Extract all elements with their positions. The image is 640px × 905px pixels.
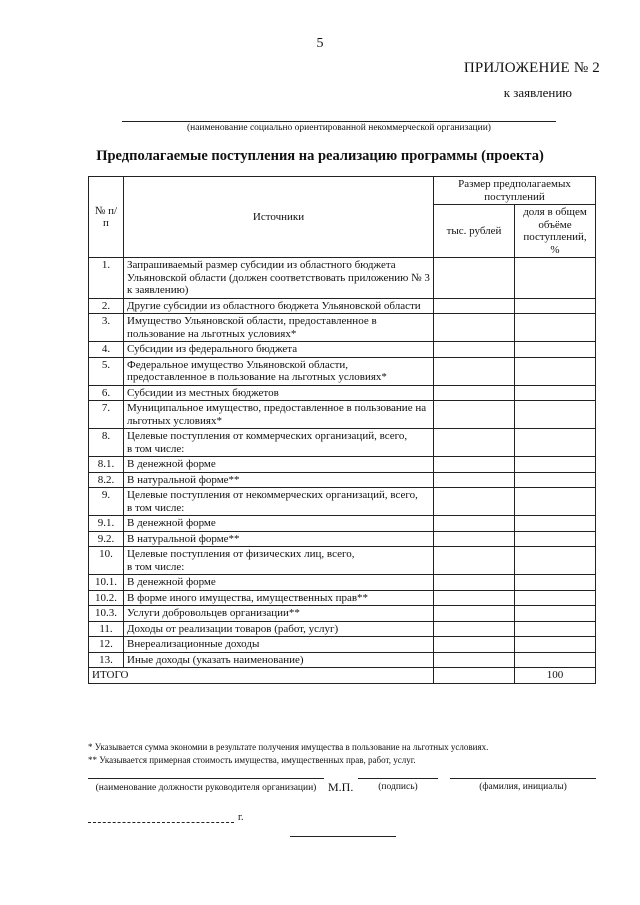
col-header-number: № п/п <box>89 177 124 258</box>
row-thousands-cell[interactable] <box>434 652 515 668</box>
table-row <box>89 606 596 622</box>
table-row <box>89 342 596 358</box>
table-row <box>89 652 596 668</box>
row-thousands-cell[interactable] <box>434 621 515 637</box>
row-source-text: Субсидии из местных бюджетов <box>127 386 279 399</box>
footnote-1: * Указывается сумма экономии в результате получения имущества в пользование на льготных условиях. <box>88 742 489 752</box>
row-source-text: Целевые поступления от физических лиц, всего, <box>127 548 355 560</box>
row-source <box>124 652 434 668</box>
row-share-cell[interactable] <box>515 652 596 668</box>
row-number: 8.1. <box>89 457 124 473</box>
row-share-cell[interactable] <box>515 575 596 591</box>
total-label: ИТОГО <box>89 668 434 684</box>
table-row <box>89 357 596 385</box>
row-share-cell[interactable] <box>515 401 596 429</box>
row-share-cell[interactable] <box>515 429 596 457</box>
row-thousands-cell[interactable] <box>434 429 515 457</box>
row-thousands-cell[interactable] <box>434 258 515 299</box>
row-share-cell[interactable] <box>515 621 596 637</box>
table-row <box>89 547 596 575</box>
row-source <box>124 401 434 429</box>
row-source-text: Услуги добровольцев организации** <box>127 607 300 619</box>
table-row <box>89 258 596 299</box>
row-source <box>124 637 434 653</box>
row-share-cell[interactable] <box>515 314 596 342</box>
row-source <box>124 531 434 547</box>
row-source <box>124 516 434 532</box>
position-caption: (наименование должности руководителя организации) <box>95 783 317 793</box>
income-sources-table <box>88 176 596 684</box>
table-row <box>89 385 596 401</box>
row-number: 13. <box>89 652 124 668</box>
row-number: 11. <box>89 621 124 637</box>
row-thousands-cell[interactable] <box>434 488 515 516</box>
row-source-subtext: в том числе: <box>127 560 185 573</box>
bottom-rule <box>290 836 396 837</box>
row-source <box>124 298 434 314</box>
table-row <box>89 590 596 606</box>
row-number: 3. <box>89 314 124 342</box>
row-number: 2. <box>89 298 124 314</box>
row-source <box>124 342 434 358</box>
position-line <box>88 778 324 779</box>
col-header-share: доля в общем объёме поступлений, % <box>515 205 596 258</box>
row-thousands-cell[interactable] <box>434 590 515 606</box>
row-number: 8.2. <box>89 472 124 488</box>
row-thousands-cell[interactable] <box>434 516 515 532</box>
table-row <box>89 531 596 547</box>
row-number: 9.1. <box>89 516 124 532</box>
row-share-cell[interactable] <box>515 357 596 385</box>
row-number: 12. <box>89 637 124 653</box>
row-source-text: Доходы от реализации товаров (работ, услуг) <box>127 622 339 635</box>
row-source <box>124 575 434 591</box>
col-header-size: Размер предполагаемых поступлений <box>434 177 596 205</box>
name-line <box>450 778 596 779</box>
signature-caption: (подпись) <box>378 782 418 792</box>
row-share-cell[interactable] <box>515 258 596 299</box>
row-number: 10.2. <box>89 590 124 606</box>
row-source-subtext: в том числе: <box>127 442 185 455</box>
row-source-text: В форме иного имущества, имущественных прав** <box>127 591 369 604</box>
row-share-cell[interactable] <box>515 457 596 473</box>
row-number: 10. <box>89 547 124 575</box>
page-number: 5 <box>316 36 324 51</box>
row-source <box>124 357 434 385</box>
name-caption: (фамилия, инициалы) <box>479 782 567 792</box>
table-row <box>89 621 596 637</box>
row-source-text: В денежной форме <box>127 576 216 588</box>
row-source <box>124 590 434 606</box>
table-row <box>89 575 596 591</box>
row-thousands-cell[interactable] <box>434 472 515 488</box>
row-number: 9.2. <box>89 531 124 547</box>
annex-subtitle: к заявлению <box>503 85 572 100</box>
row-share-cell[interactable] <box>515 637 596 653</box>
row-source-text: Субсидии из федерального бюджета <box>127 343 298 355</box>
table-row <box>89 472 596 488</box>
row-thousands-cell[interactable] <box>434 298 515 314</box>
row-share-cell[interactable] <box>515 516 596 532</box>
document-title: Предполагаемые поступления на реализацию программы (проекта) <box>96 148 544 164</box>
footnote-2: ** Указывается примерная стоимость имущества, имущественных прав, работ, услуг. <box>88 755 416 765</box>
table-body <box>89 258 596 668</box>
row-source-text: Запрашиваемый размер субсидии из областного бюджета Ульяновской области (должен соответствовать приложению № 3 к заявлению) <box>127 259 430 296</box>
row-source <box>124 314 434 342</box>
org-name-line <box>122 121 556 122</box>
table-row <box>89 457 596 473</box>
row-source <box>124 457 434 473</box>
row-number: 6. <box>89 385 124 401</box>
row-source-subtext: в том числе: <box>127 501 185 514</box>
row-thousands-cell[interactable] <box>434 342 515 358</box>
row-share-cell[interactable] <box>515 342 596 358</box>
row-share-cell[interactable] <box>515 606 596 622</box>
col-header-thousands: тыс. рублей <box>434 205 515 258</box>
row-number: 10.1. <box>89 575 124 591</box>
col-header-source: Источники <box>124 177 434 258</box>
row-share-cell[interactable] <box>515 531 596 547</box>
row-number: 5. <box>89 357 124 385</box>
row-share-cell[interactable] <box>515 385 596 401</box>
row-number: 8. <box>89 429 124 457</box>
row-number: 1. <box>89 258 124 299</box>
row-number: 7. <box>89 401 124 429</box>
row-number: 9. <box>89 488 124 516</box>
signature-line <box>358 778 438 779</box>
row-source <box>124 547 434 575</box>
row-source <box>124 488 434 516</box>
total-thousands-cell[interactable] <box>434 668 515 684</box>
row-source <box>124 258 434 299</box>
row-source <box>124 606 434 622</box>
row-share-cell[interactable] <box>515 590 596 606</box>
row-source <box>124 472 434 488</box>
row-source-text: В денежной форме <box>127 517 216 529</box>
row-source-text: Имущество Ульяновской области, предоставленное в пользование на льготных условиях* <box>127 315 377 340</box>
row-share-cell[interactable] <box>515 472 596 488</box>
row-thousands-cell[interactable] <box>434 637 515 653</box>
row-source-text: Другие субсидии из областного бюджета Ульяновской области <box>127 299 421 312</box>
row-thousands-cell[interactable] <box>434 314 515 342</box>
row-source-text: В натуральной форме** <box>127 473 240 486</box>
table-row <box>89 488 596 516</box>
row-thousands-cell[interactable] <box>434 401 515 429</box>
row-thousands-cell[interactable] <box>434 531 515 547</box>
table-row <box>89 516 596 532</box>
row-source-text: Целевые поступления от коммерческих организаций, всего, <box>127 430 408 442</box>
row-share-cell[interactable] <box>515 488 596 516</box>
row-thousands-cell[interactable] <box>434 606 515 622</box>
total-share-cell: 100 <box>515 668 596 684</box>
table-row <box>89 637 596 653</box>
row-source-text: В натуральной форме** <box>127 532 240 545</box>
stamp-label: М.П. <box>328 780 354 794</box>
row-thousands-cell[interactable] <box>434 575 515 591</box>
row-source-text: Федеральное имущество Ульяновской области, предоставленное в пользование на льготных условиях* <box>127 358 387 383</box>
date-line <box>88 822 234 823</box>
row-thousands-cell[interactable] <box>434 357 515 385</box>
row-thousands-cell[interactable] <box>434 385 515 401</box>
org-name-caption: (наименование социально ориентированной некоммерческой организации) <box>187 123 491 133</box>
row-source <box>124 385 434 401</box>
row-share-cell[interactable] <box>515 547 596 575</box>
row-source-text: Внереализационные доходы <box>127 638 260 650</box>
table-row <box>89 401 596 429</box>
row-number: 4. <box>89 342 124 358</box>
total-row <box>89 668 596 684</box>
row-share-cell[interactable] <box>515 298 596 314</box>
row-source-text: Иные доходы (указать наименование) <box>127 653 304 666</box>
row-source <box>124 429 434 457</box>
row-source-text: В денежной форме <box>127 458 216 470</box>
table-row <box>89 298 596 314</box>
row-source <box>124 621 434 637</box>
table-row <box>89 314 596 342</box>
table-row <box>89 429 596 457</box>
row-source-text: Целевые поступления от некоммерческих организаций, всего, <box>127 489 418 501</box>
row-source-text: Муниципальное имущество, предоставленное в пользование на льготных условиях* <box>127 402 427 427</box>
row-thousands-cell[interactable] <box>434 457 515 473</box>
date-suffix: г. <box>238 812 244 823</box>
row-thousands-cell[interactable] <box>434 547 515 575</box>
annex-title: ПРИЛОЖЕНИЕ № 2 <box>463 60 600 76</box>
row-number: 10.3. <box>89 606 124 622</box>
